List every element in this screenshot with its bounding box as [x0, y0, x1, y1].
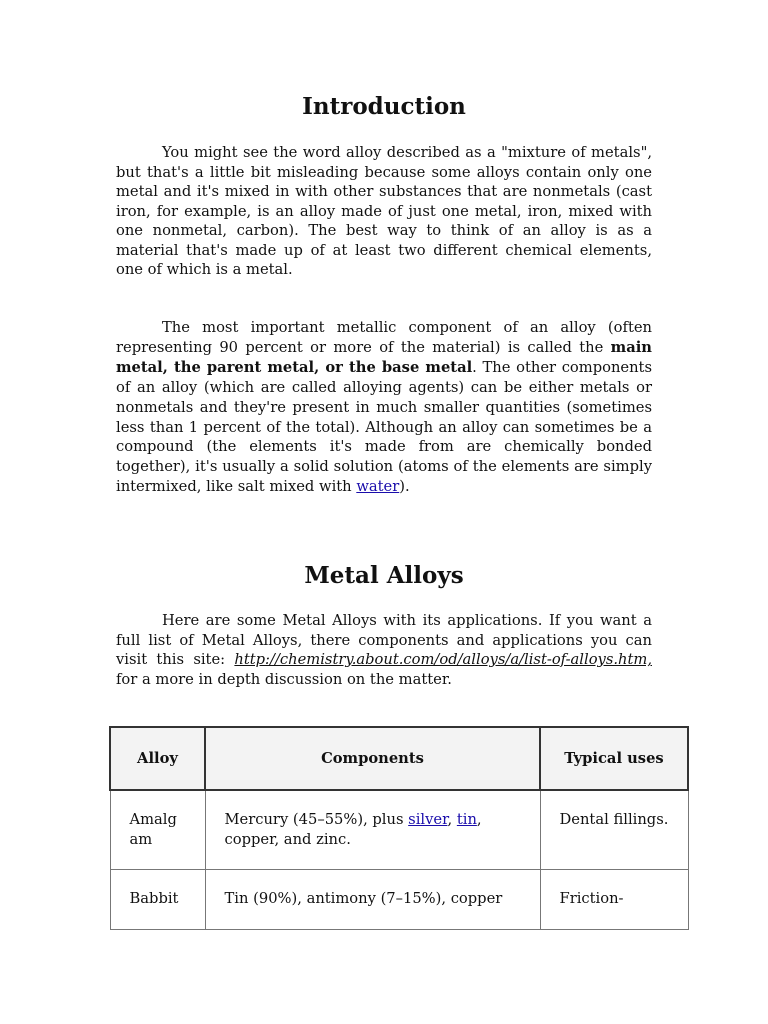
components-text-a: Mercury (45–55%), plus — [224, 811, 409, 828]
header-alloy: Alloy — [110, 727, 205, 790]
water-link[interactable]: water — [356, 478, 400, 496]
para2-text-c: ). — [399, 478, 410, 496]
introduction-heading: Introduction — [302, 93, 466, 120]
header-components: Components — [205, 727, 540, 790]
uses-text: Dental fillings. — [559, 811, 669, 828]
cell-uses — [540, 870, 688, 930]
para2-text-b: . The other components of an alloy (which are called alloying agents) can be either metals or nonmetals and they're present in much smaller quantities (sometimes less than 1 percent of the total). Although an alloy can sometimes be a compound (the elements it's made from are chemically bonded together), it's usually a solid solution (atoms of the elements are simply intermixed, like salt mixed with — [116, 358, 652, 496]
uses-text: Friction- — [559, 890, 624, 907]
cell-uses — [540, 790, 688, 870]
table-header-row — [110, 727, 688, 790]
cell-components — [205, 790, 540, 870]
cell-components — [205, 870, 540, 930]
alloys-text-b: for a more in depth discussion on the matter. — [116, 670, 452, 688]
components-text: Tin (90%), antimony (7–15%), copper — [224, 890, 503, 907]
alloy-name: Amalg am — [129, 811, 177, 848]
components-text — [206, 791, 540, 850]
components-text-b: , copper, and zinc. — [224, 811, 482, 848]
alloy-name: Babbit — [129, 890, 179, 907]
table-row — [110, 790, 688, 870]
metal-alloys-heading: Metal Alloys — [304, 562, 464, 589]
components-sep: , — [447, 811, 457, 828]
para2-bold-text: main metal, the parent metal, or the base metal — [116, 338, 652, 376]
alloys-table — [109, 726, 689, 930]
cell-alloy — [110, 790, 205, 870]
alloys-text-a: Here are some Metal Alloys with its applications. If you want a full list of Metal Alloys, there components and applications you can visit this site: — [116, 612, 652, 668]
header-typical-uses: Typical uses — [540, 727, 688, 790]
intro-paragraph-2 — [116, 318, 652, 497]
silver-link[interactable]: silver — [408, 811, 448, 828]
alloys-paragraph — [116, 611, 652, 689]
alloys-list-link[interactable]: http://chemistry.about.com/od/alloys/a/list-of-alloys.htm, — [234, 651, 652, 668]
para2-text-a: The most important metallic component of an alloy (often representing 90 percent or more of the material) is called the — [116, 319, 652, 356]
table-row — [110, 870, 688, 930]
intro-paragraph-1: You might see the word alloy described as a "mixture of metals", but that's a little bit misleading because some alloys contain only one metal and it's mixed in with other substances that are nonmetals (cast iron, for example, is an alloy made of just one metal, iron, mixed with one nonmetal, carbon). The best way to think of an alloy is as a material that's made up of at least two different chemical elements, one of which is a metal. — [116, 144, 652, 278]
tin-link[interactable]: tin — [456, 811, 477, 828]
cell-alloy — [110, 870, 205, 930]
